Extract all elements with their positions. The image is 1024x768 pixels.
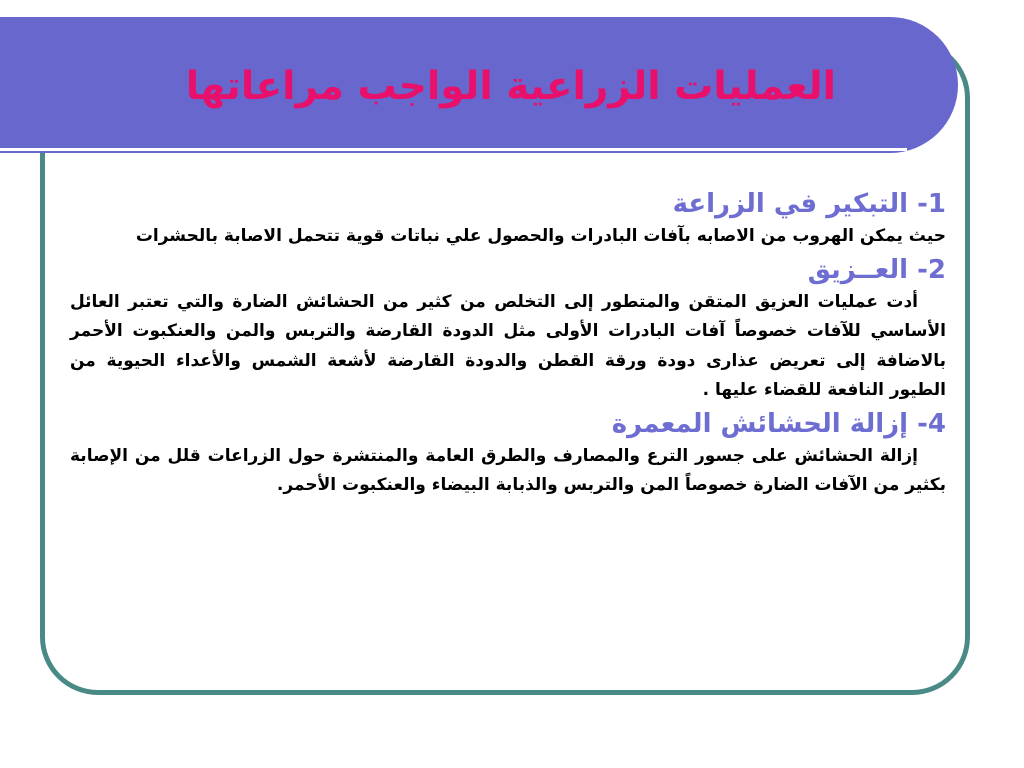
section-heading: 4- إزالة الحشائش المعمرة xyxy=(611,408,946,439)
section-heading: 1- التبكير في الزراعة xyxy=(672,189,946,219)
section-weed-removal xyxy=(70,406,946,501)
title-banner xyxy=(0,17,958,153)
section-hoeing xyxy=(70,252,946,406)
title-underline xyxy=(0,148,907,151)
section-text: أدت عمليات العزيق المتقن والمتطور إلى التخلص من كثير من الحشائش الضارة والتي تعتبر العائل الأساسي للآفات خصوصاً آفات البادرات الأولى مثل الدودة القارضة والتربس والمن والعنكبوت الأحمر بالاضافة إلى تعريض عذارى دودة ورقة القطن والدودة القارضة لأشعة الشمس والأعداء الحيوية من الطيور النافعة للقضاء عليها . xyxy=(70,291,946,400)
section-heading: 2- العــزيق xyxy=(807,254,946,285)
section-text: حيث يمكن الهروب من الاصابه بآفات البادرات والحصول علي نباتات قوية تتحمل الاصابة بالحشرات xyxy=(135,226,946,246)
section-early-planting xyxy=(70,186,946,252)
slide-body xyxy=(70,186,946,501)
section-text: إزالة الحشائش على جسور الترع والمصارف والطرق العامة والمنتشرة حول الزراعات قلل من الإصابة بكثير من الآفات الضارة خصوصاً المن والتربس والذبابة البيضاء والعنكبوت الأحمر. xyxy=(70,445,946,495)
slide-title: العمليات الزراعية الواجب مراعاتها xyxy=(185,64,836,109)
